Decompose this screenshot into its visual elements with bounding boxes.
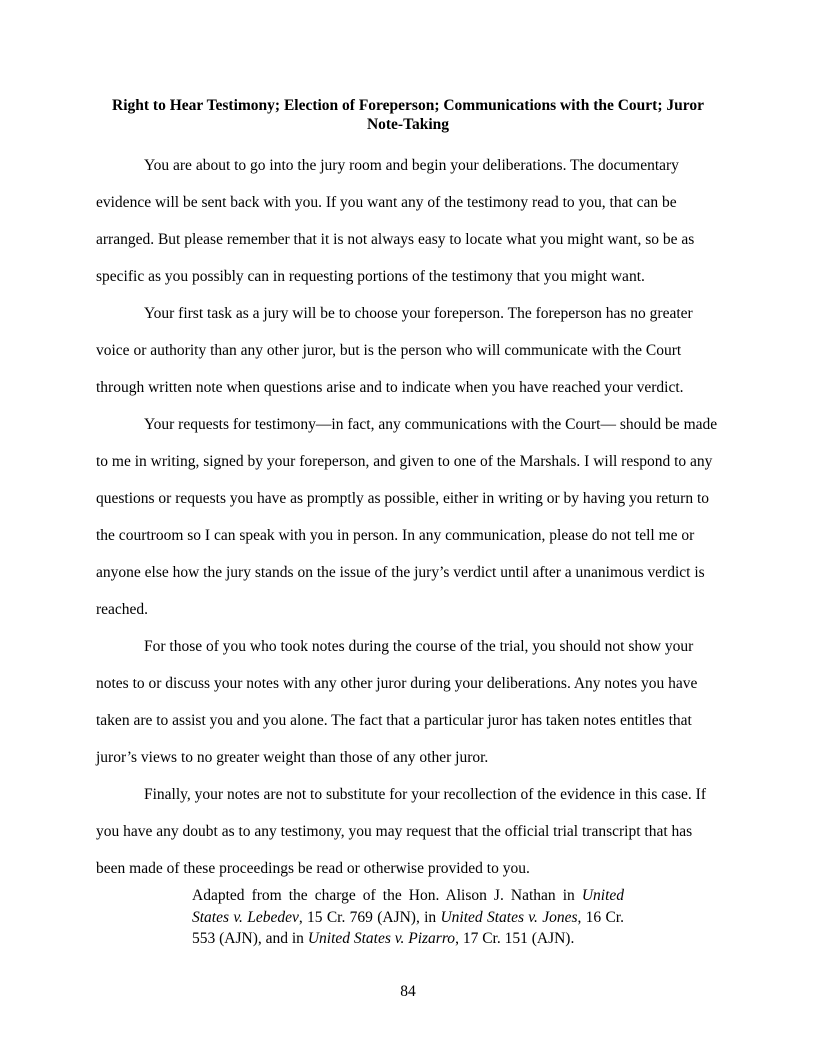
- case-name: United States v. Jones: [440, 908, 578, 926]
- paragraph-deliberations: You are about to go into the jury room and begin your deliberations. The documentary evidence will be sent back with you. If you want any of the testimony read to you, that can be arranged. But please remember that it is not always easy to locate what you might want, so be as specific as you possibly can in requesting portions of the testimony that you might want.: [96, 157, 695, 285]
- citation-text: Adapted from the charge of the Hon. Alison J. Nathan in: [192, 887, 582, 904]
- citation-text: , 16 Cr. 553 (AJN), and in: [192, 908, 624, 947]
- citation-text: , 15 Cr. 769 (AJN), in: [298, 908, 441, 926]
- body-text: [96, 147, 720, 887]
- citation-text: , 17 Cr. 151 (AJN).: [455, 930, 575, 947]
- paragraph-recollection: Finally, your notes are not to substitute for your recollection of the evidence in this case. If you have any doubt as to any testimony, you may request that the official trial transcript that has been made of these proceedings be read or otherwise provided to you.: [96, 786, 707, 877]
- paragraph-foreperson: Your first task as a jury will be to choose your foreperson. The foreperson has no greater voice or authority than any other juror, but is the person who will communicate with the Court through written note when questions arise and to indicate when you have reached your verdict.: [96, 305, 693, 396]
- paragraph-communications: Your requests for testimony—in fact, any communications with the Court— should be made to me in writing, signed by your foreperson, and given to one of the Marshals. I will respond to any questions or requests you have as promptly as possible, either in writing or by having you return to the courtroom so I can speak with you in person. In any communication, please do not tell me or anyone else how the jury stands on the issue of the jury’s verdict until after a unanimous verdict is reached.: [96, 416, 718, 618]
- page-number: 84: [400, 983, 416, 1000]
- section-title: Right to Hear Testimony; Election of Foreperson; Communications with the Court; Juror Note-Taking: [112, 97, 704, 133]
- case-name: United States v. Lebedev: [192, 887, 624, 926]
- paragraph-note-taking: For those of you who took notes during the course of the trial, you should not show your notes to or discuss your notes with any other juror during your deliberations. Any notes you have taken are to assist you and you alone. The fact that a particular juror has taken notes entitles that juror’s views to no greater weight than those of any other juror.: [96, 638, 698, 766]
- source-citation: [192, 885, 624, 950]
- case-name: United States v. Pizarro: [307, 930, 456, 947]
